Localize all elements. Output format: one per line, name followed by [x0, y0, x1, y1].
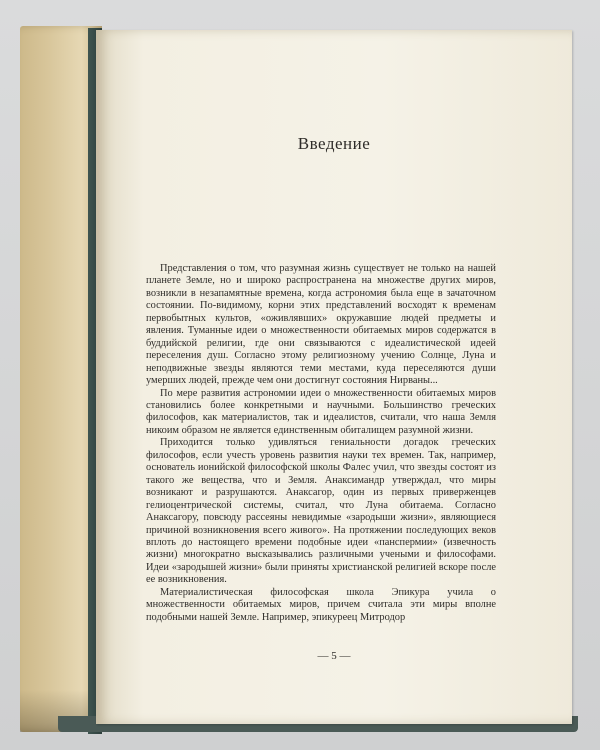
paragraph-4: Материалистическая философская школа Эпикура учила о множественности обитаемых миров, причем считала эти миры вполне подобными нашей Земле. Например, эпикуреец Митродор — [146, 586, 496, 623]
paragraph-1: Представления о том, что разумная жизнь существует не только на нашей планете Земле, но и широко распространена на множестве других миров, возникли в незапамятные времена, когда астрономия была еще в зачаточном состоянии. По-видимому, корни этих представлений восходят к временам первобытных культов, «оживлявших» окружавшие людей предметы и явления. Туманные идеи о множественности обитаемых миров содержатся в буддийской религии, где они связываются с идеалистической идеей переселения душ. Согласно этому религиозному учению Солнце, Луна и неподвижные звезды являются теми местами, куда переселяются души умерших людей, прежде чем они достигнут состояния Нирваны... — [146, 263, 496, 387]
paragraph-2: По мере развития астрономии идеи о множественности обитаемых миров становились более конкретными и научными. Большинство греческих философов, как материалистов, так и идеалистов, считали, что наша Земля никоим образом не является единственным обиталищем разумной жизни. — [146, 387, 496, 436]
paragraph-3: Приходится только удивляться гениальности догадок греческих философов, если учесть уровень развития науки тех времен. Так, например, основатель ионийской философской школы Фалес учил, что звезды состоят из такого же вещества, что и Земля. Анаксимандр утверждал, что миры возникают и разрушаются. Анаксагор, один из первых приверженцев гелиоцентрической системы, считал, что Луна обитаема. Согласно Анаксагору, повсюду рассеяны невидимые «зародыши жизни», являющиеся причиной возникновения всего живого». На протяжении последующих веков вплоть до настоящего времени подобные идеи «панспермии» (извечность жизни) многократно высказывались различными учеными и философами. Идеи «зародышей жизни» были приняты христианской религией вскоре после ее возникновения. — [146, 437, 496, 586]
book-page — [96, 30, 572, 724]
chapter-title: Введение — [297, 134, 371, 153]
body-text — [146, 263, 496, 624]
page-number: — 5 — — [317, 650, 351, 662]
